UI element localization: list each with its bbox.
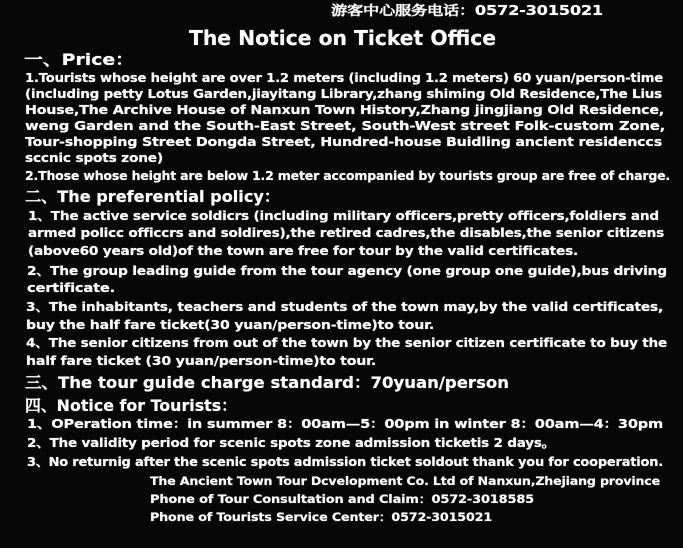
hotline-text: 游客中心服务电话：0572-3015021 (331, 4, 603, 19)
price-item-2: 2.Those whose height are below 1.2 meter accompanied by tourists group are free of charge. (25, 168, 671, 183)
section-heading-price: 一、Price： (24, 50, 135, 69)
preferential-item-2-line: 2、The group leading guide from the tour agency (one group one guide),bus driving (27, 263, 667, 278)
footer-company: The Ancient Town Tour Dcvelopment Co. Ltd of Nanxun,Zhejiang province (150, 474, 660, 488)
section-heading-notice-for-tourists: 四、Notice for Tourists： (25, 396, 237, 415)
notice-item-validity-period: 2、The validity period for scenic spots zone admission ticketis 2 days。 (27, 435, 556, 450)
footer-consultation-phone: Phone of Tour Consultation and Claim：0572-3018585 (150, 492, 535, 506)
price-item-1-line: House,The Archive House of Nanxun Town History,Zhang jingjiang Old Residence, (25, 102, 665, 117)
price-item-1-line: sccnic spots zone) (25, 150, 163, 165)
section-heading-guide-charge: 三、The tour guide charge standard：70yuan/person (25, 373, 510, 392)
preferential-item-3-line: buy the half fare ticket(30 yuan/person-time)to tour. (26, 317, 434, 332)
notice-item-no-return: 3、No returnig after the scenic spots admission ticket soldout thank you for cooperation. (27, 454, 663, 469)
preferential-item-4-line: 4、The senior citizens from out of the town by the senior citizen certificate to buy the (26, 335, 668, 350)
preferential-item-1-line: (above60 years old)of the town are free for tour by the valid certificates. (28, 243, 578, 258)
preferential-item-1-line: 1、The active service soldicrs (including military officers,pretty officers,foldiers and (28, 208, 659, 223)
preferential-item-1-line: armed policc officcrs and soldires),the retired cadres,the disables,the senior citizens (28, 225, 664, 240)
price-item-1-line: 1.Tourists whose height are over 1.2 meters (including 1.2 meters) 60 yuan/person-time (25, 70, 663, 85)
price-item-1-line: weng Garden and the South-East Street, South-West street Folk-custom Zone, (25, 118, 665, 133)
price-item-1-line: Tour-shopping Street Dongda Street, Hundred-house Buidling ancient residenccs (25, 134, 662, 149)
section-heading-preferential-policy: 二、The preferential policy： (25, 187, 281, 206)
footer-service-phone: Phone of Tourists Service Center：0572-3015021 (150, 510, 493, 524)
preferential-item-4-line: half fare ticket (30 yuan/person-time)to tour. (26, 353, 377, 368)
preferential-item-3-line: 3、The inhabitants, teachers and students of the town may,by the valid certificates, (26, 299, 663, 314)
price-item-1-line: (including petty Lotus Garden,jiayitang Library,zhang shiming Old Residence,The Lius (25, 86, 662, 101)
preferential-item-2-line: certificate. (27, 280, 115, 295)
notice-title: The Notice on Ticket Office (189, 26, 497, 50)
notice-item-operation-time: 1、OPeration time：in summer 8：00am—5：00pm in winter 8：00am—4：30pm (27, 416, 663, 431)
